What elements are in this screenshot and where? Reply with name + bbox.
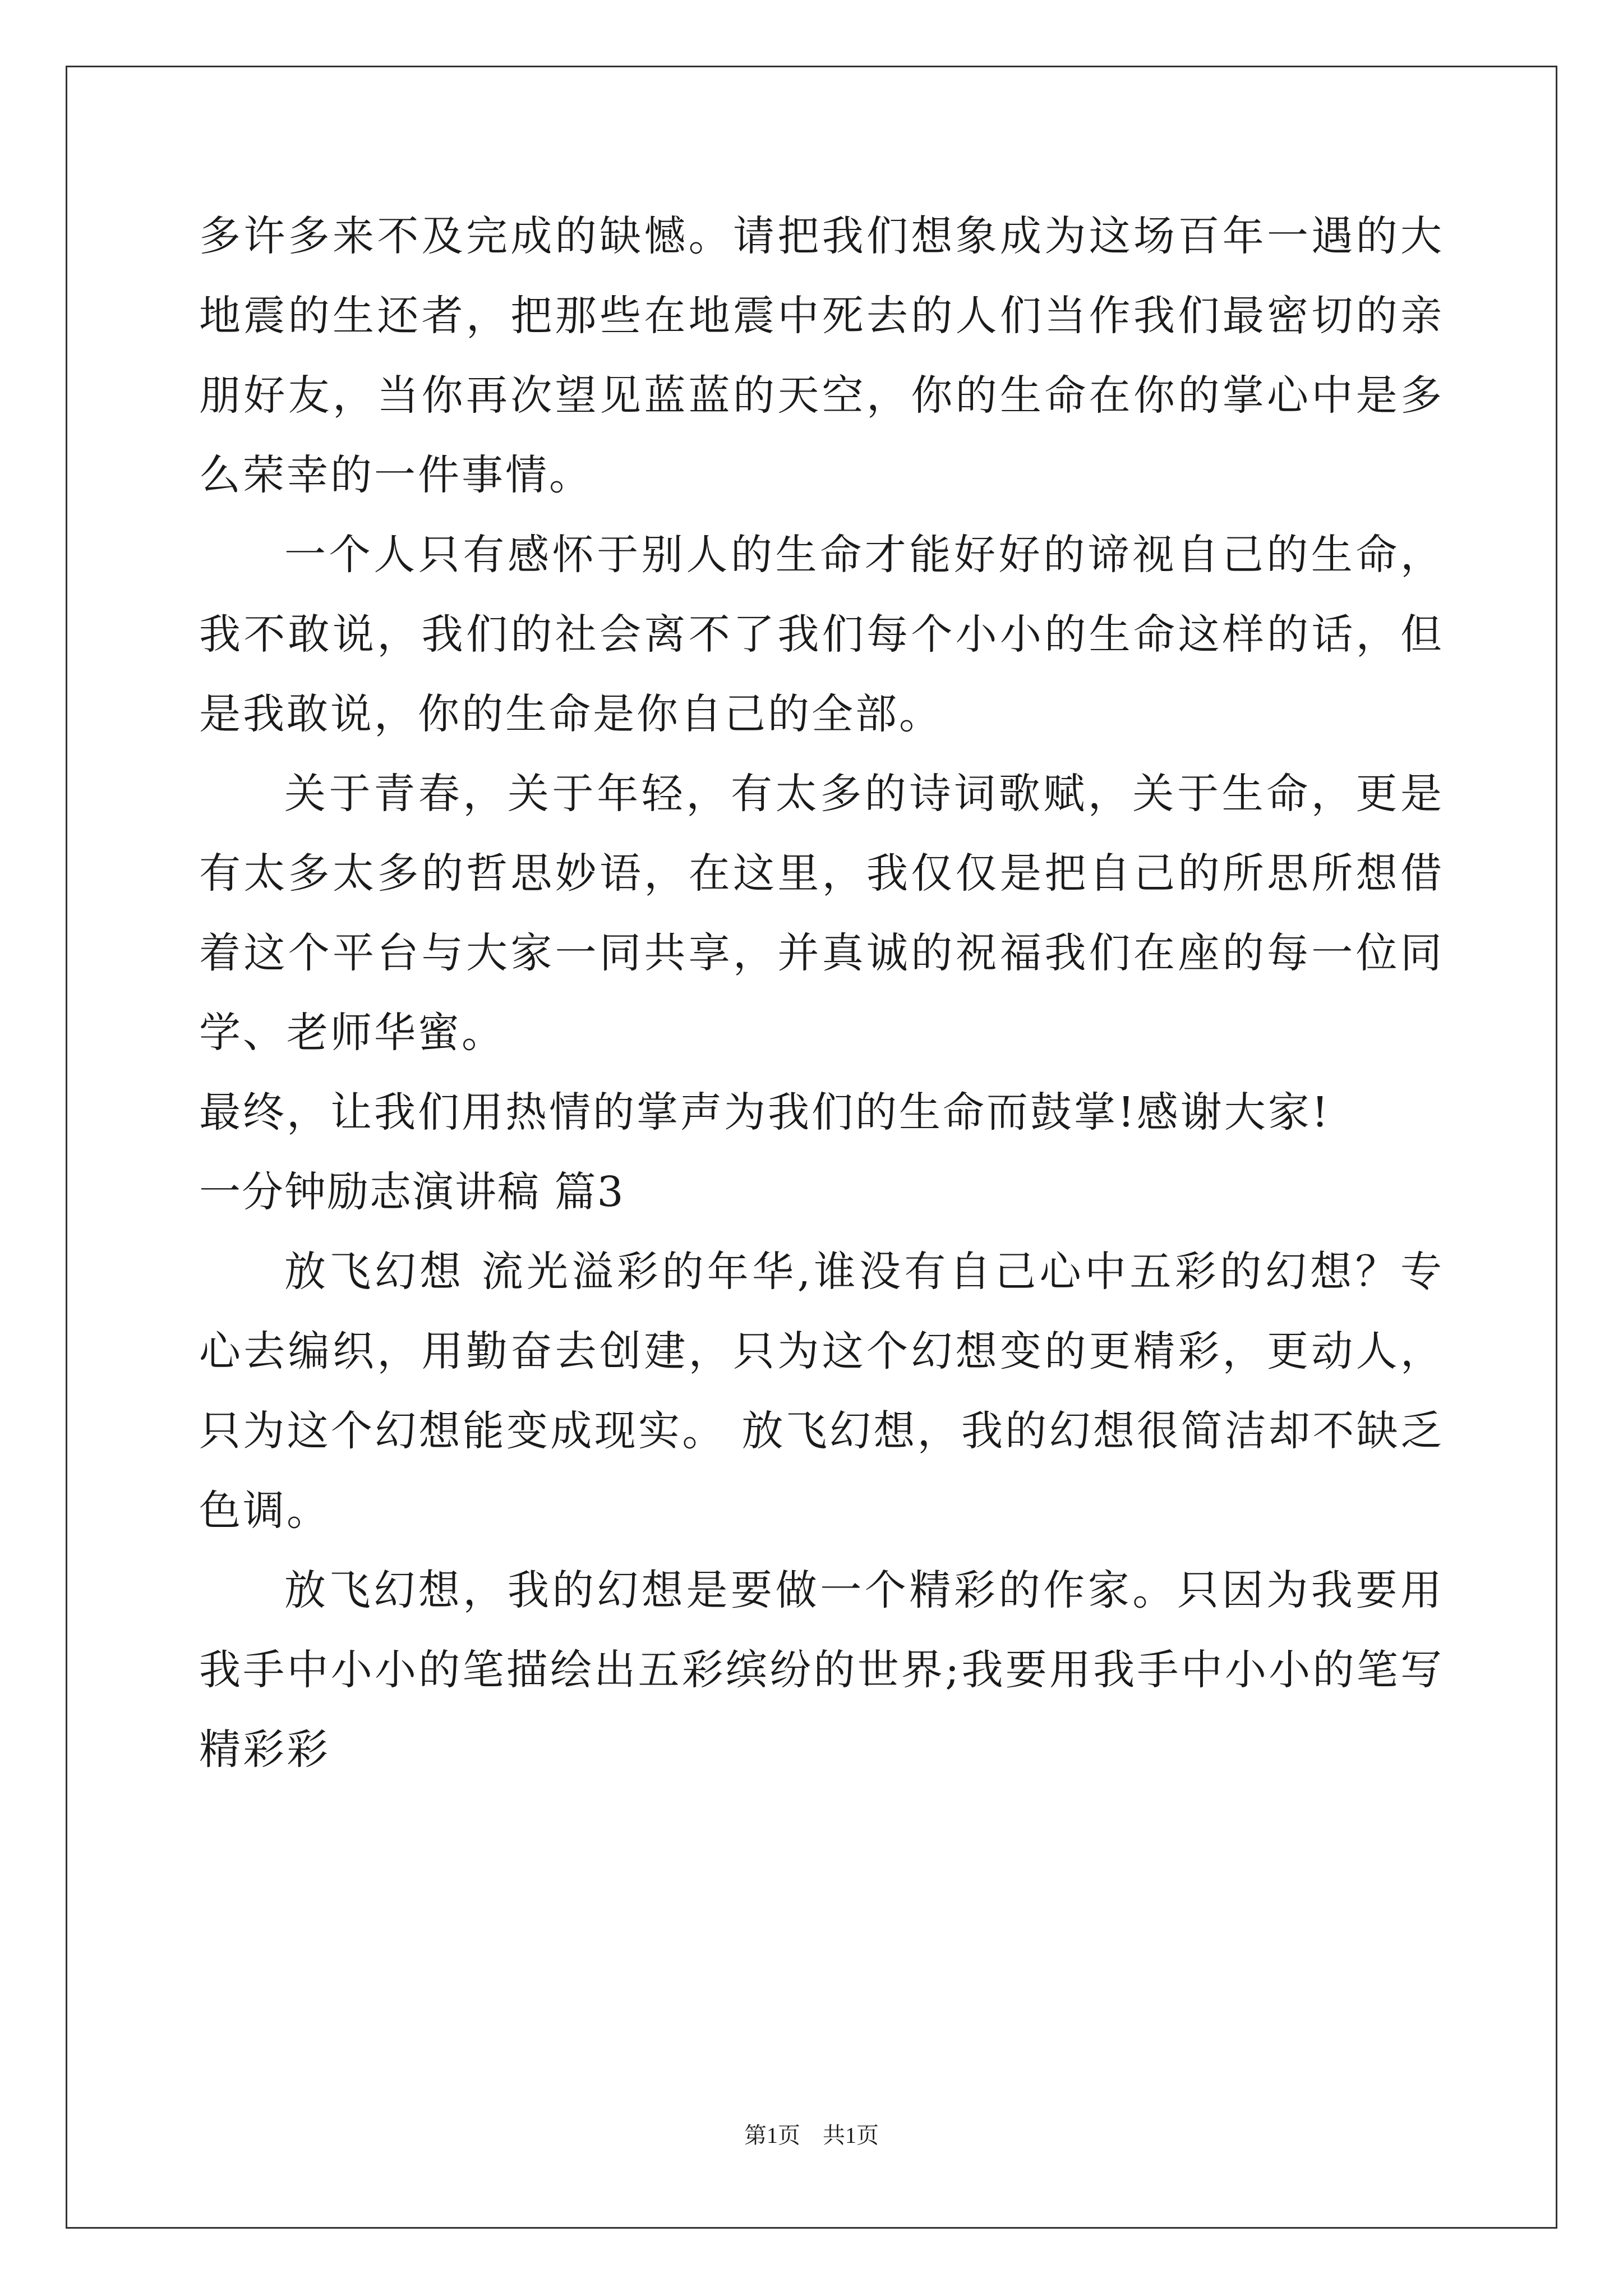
page-footer (0, 2118, 1623, 2150)
page-total: 共1页 (823, 2123, 879, 2148)
document-body (199, 196, 1444, 1789)
section-heading: 一分钟励志演讲稿 篇3 (199, 1168, 625, 1216)
paragraph: 关于青春，关于年轻，有太多的诗词歌赋，关于生命，更是有太多太多的哲思妙语，在这里，我仅仅是把自己的所思所想借着这个平台与大家一同共享，并真诚的祝福我们在座的每一位同学、老师华蜜。 (199, 770, 1444, 1057)
paragraph: 一个人只有感怀于别人的生命才能好好的谛视自己的生命，我不敢说，我们的社会离不了我们每个小小的生命这样的话，但是我敢说，你的生命是你自己的全部。 (199, 531, 1444, 738)
paragraph: 放飞幻想 流光溢彩的年华,谁没有自己心中五彩的幻想？专心去编织，用勤奋去创建，只为这个幻想变的更精彩，更动人，只为这个幻想能变成现实。 放飞幻想，我的幻想很简洁却不缺乏色调。 (199, 1248, 1444, 1535)
page-number: 第1页 (744, 2123, 800, 2148)
paragraph: 最终，让我们用热情的掌声为我们的生命而鼓掌!感谢大家! (199, 1088, 1331, 1137)
paragraph: 多许多来不及完成的缺憾。请把我们想象成为这场百年一遇的大地震的生还者，把那些在地震中死去的人们当作我们最密切的亲朋好友，当你再次望见蓝蓝的天空，你的生命在你的掌心中是多么荣幸的一件事情。 (199, 212, 1444, 499)
paragraph: 放飞幻想，我的幻想是要做一个精彩的作家。只因为我要用我手中小小的笔描绘出五彩缤纷的世界;我要用我手中小小的笔写精彩彩 (199, 1566, 1444, 1774)
